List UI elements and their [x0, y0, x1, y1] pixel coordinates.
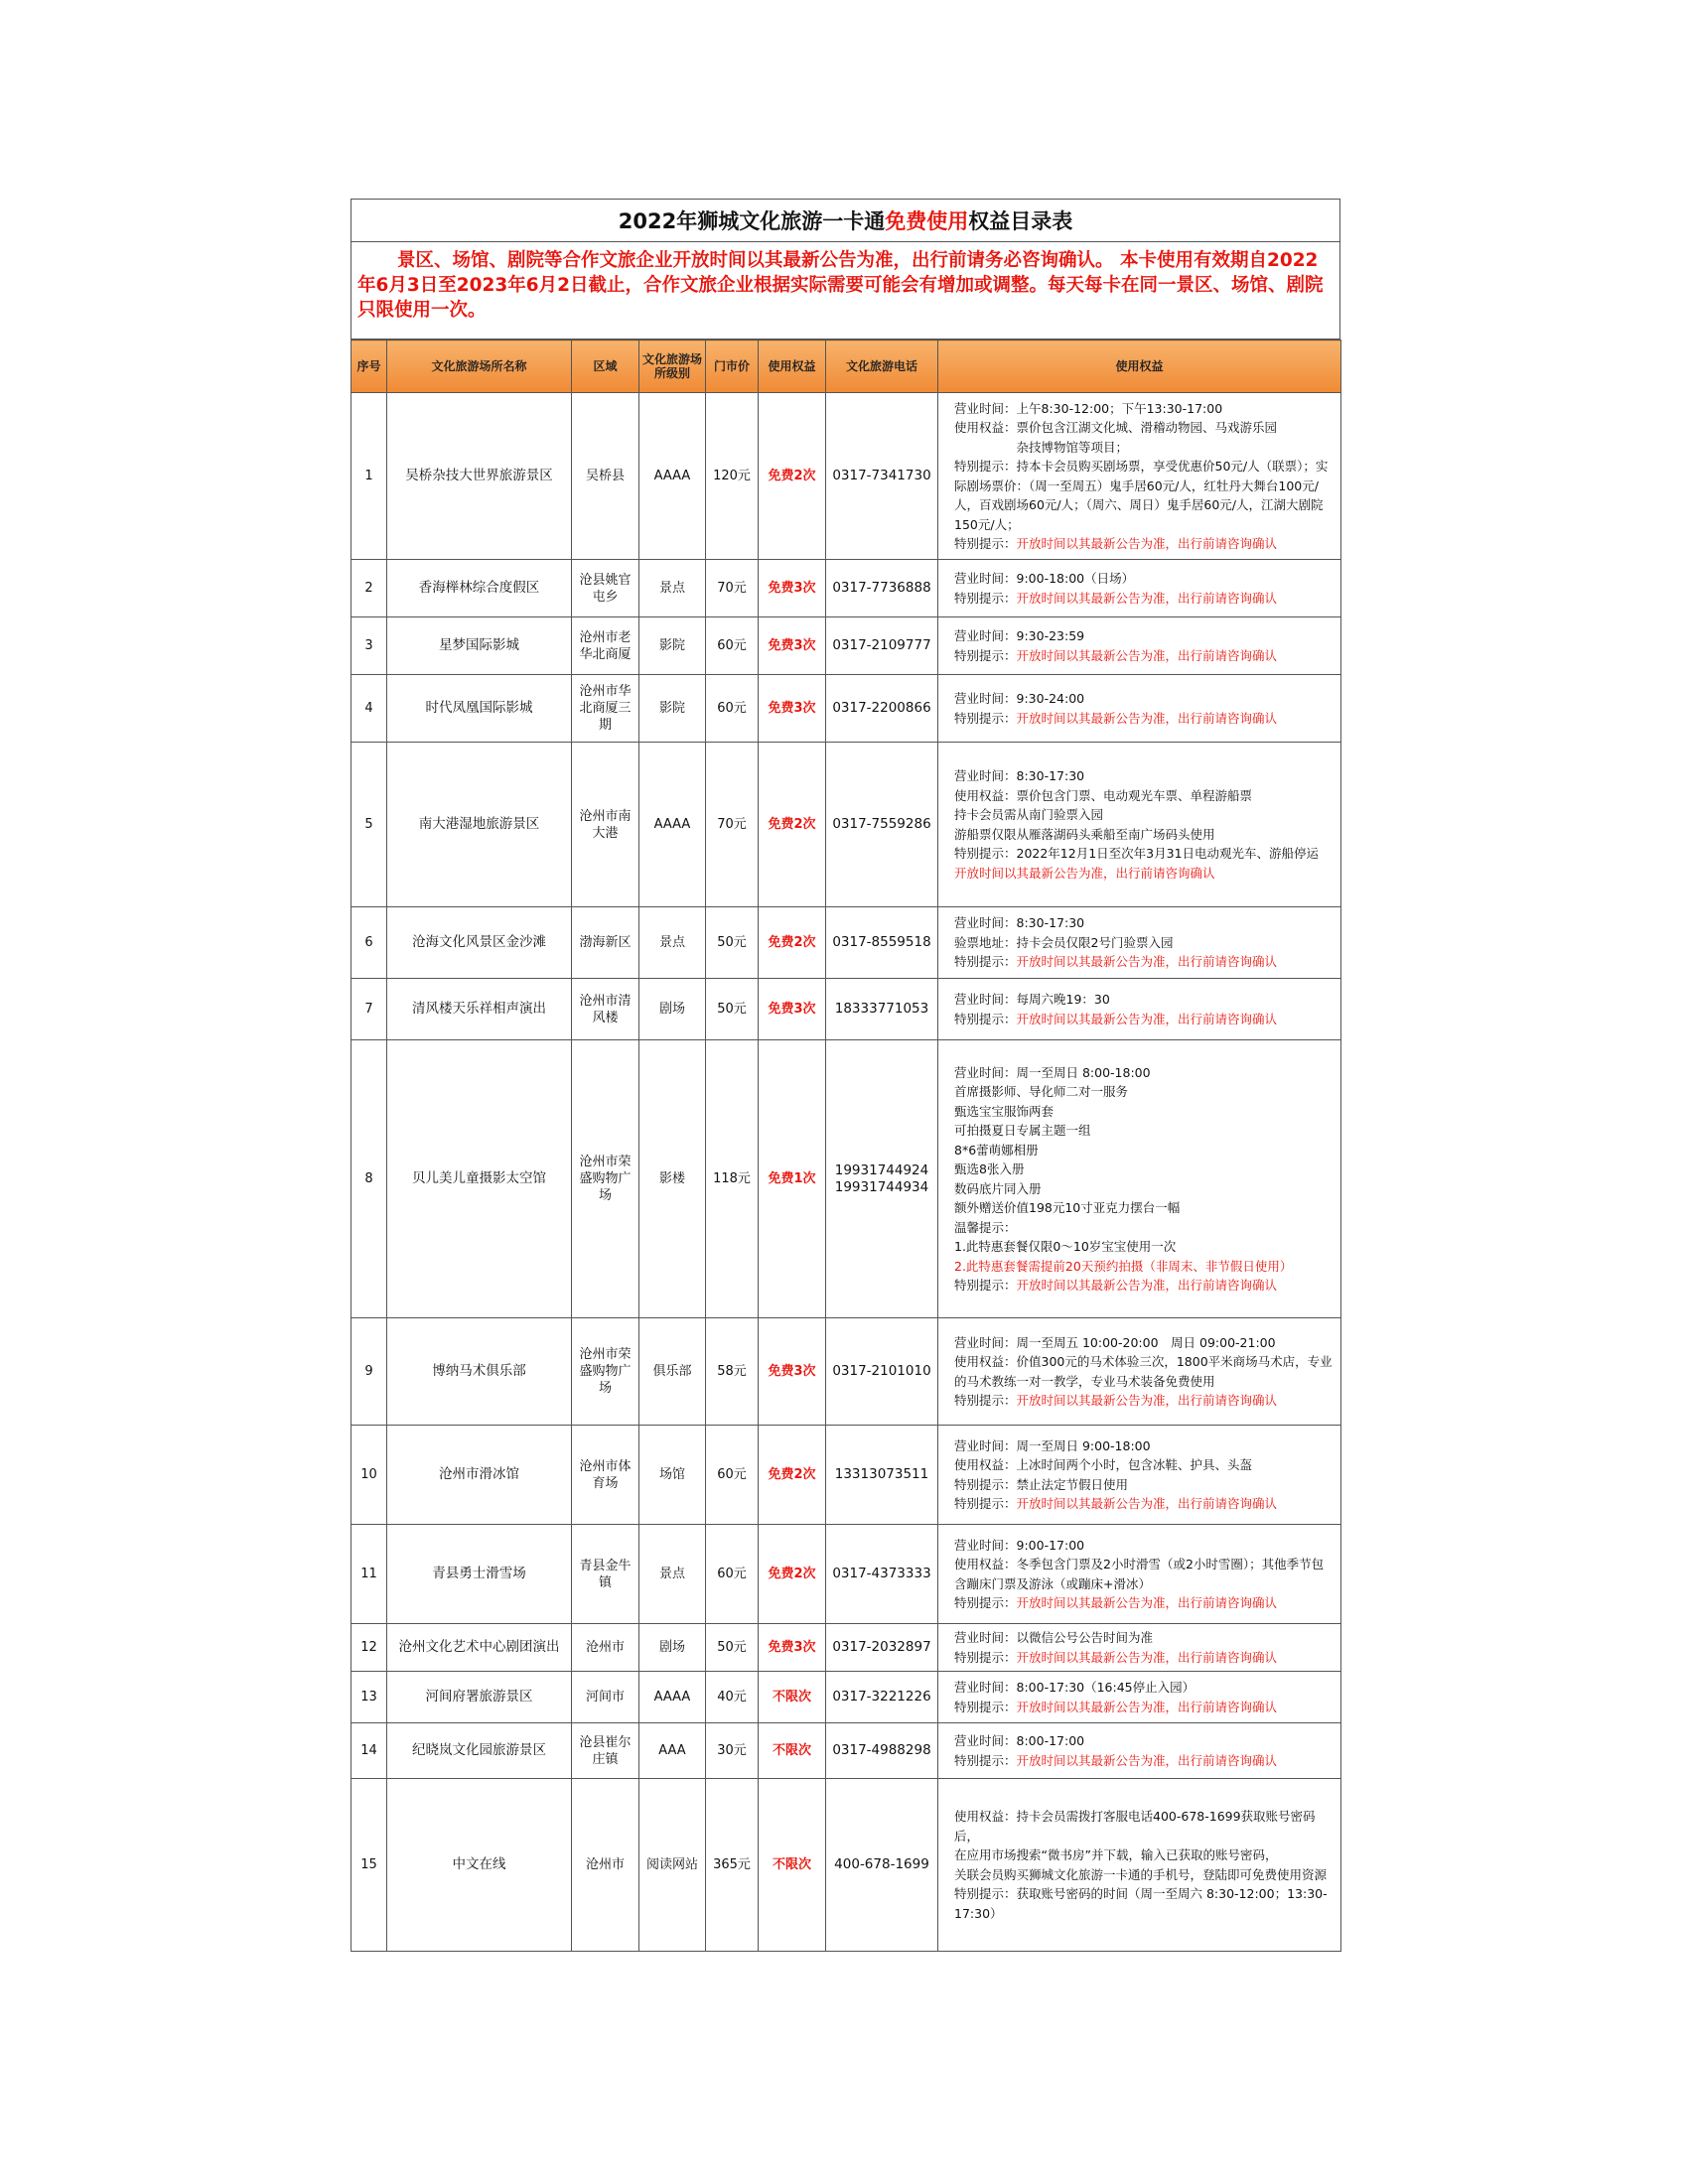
benefit-line [954, 1884, 1335, 1923]
venue-phone: 0317-4988298 [826, 1723, 938, 1779]
row-number: 8 [352, 1040, 387, 1318]
notice-text [351, 242, 1340, 340]
usage-right: 不限次 [759, 1723, 826, 1779]
benefit-line [954, 1555, 1335, 1593]
benefit-line [954, 1845, 1335, 1865]
benefit-line [954, 1141, 1335, 1160]
usage-right: 免费3次 [759, 979, 826, 1040]
benefit-text: 营业时间：9:00-18:00（日场） [954, 571, 1135, 586]
row-number: 3 [352, 617, 387, 675]
benefit-line [954, 1121, 1335, 1141]
benefit-line [954, 569, 1335, 589]
benefit-text: 使用权益：票价包含门票、电动观光车票、单程游船票 [954, 787, 1253, 803]
venue-name: 清风楼天乐祥相声演出 [387, 979, 572, 1040]
benefit-details [938, 979, 1341, 1040]
benefit-text: 特别提示： [954, 1649, 1017, 1665]
venue-level: AAAA [639, 1672, 706, 1723]
benefit-warning: 开放时间以其最新公告为准，出行前请咨询确认 [1016, 647, 1278, 663]
venue-phone: 13313073511 [826, 1426, 938, 1525]
header-name: 文化旅游场所名称 [387, 341, 572, 393]
table-row [352, 743, 1341, 907]
venue-area: 渤海新区 [572, 907, 639, 979]
venue-phone: 19931744924 19931744934 [826, 1040, 938, 1318]
benefit-text: 温馨提示： [954, 1219, 1017, 1235]
benefit-line [954, 1678, 1335, 1698]
usage-right: 免费3次 [759, 1318, 826, 1426]
title-part-3: 权益目录表 [968, 209, 1073, 233]
venue-level: 影院 [639, 617, 706, 675]
header-phone: 文化旅游电话 [826, 341, 938, 393]
benefit-warning: 开放时间以其最新公告为准，出行前请咨询确认 [1016, 1649, 1278, 1665]
benefit-text: 特别提示： [954, 647, 1017, 663]
usage-right: 免费2次 [759, 393, 826, 560]
usage-right: 免费3次 [759, 675, 826, 743]
venue-price: 50元 [706, 1624, 759, 1672]
benefit-text: 关联会员购买狮城文化旅游一卡通的手机号，登陆即可免费使用资源 [954, 1866, 1328, 1882]
benefit-line [954, 825, 1335, 845]
venue-level: 景点 [639, 560, 706, 617]
benefit-text: 持卡会员需从南门验票入园 [954, 807, 1104, 822]
benefit-text: 特别提示： [954, 710, 1017, 726]
benefit-line [954, 1751, 1335, 1771]
venue-price: 40元 [706, 1672, 759, 1723]
header-level: 文化旅游场所级别 [639, 341, 706, 393]
benefit-warning: 开放时间以其最新公告为准，出行前请咨询确认 [1016, 536, 1278, 551]
benefit-line [954, 933, 1335, 953]
header-no: 序号 [352, 341, 387, 393]
benefit-line [954, 844, 1335, 864]
benefit-text: 营业时间：8:30-17:30 [954, 768, 1085, 783]
benefit-line [954, 1352, 1335, 1391]
row-number: 5 [352, 743, 387, 907]
row-number: 4 [352, 675, 387, 743]
benefit-text: 营业时间：上午8:30-12:00；下午13:30-17:00 [954, 400, 1223, 416]
benefit-text: 甄选8张入册 [954, 1161, 1025, 1176]
benefit-text: 特别提示： [954, 1278, 1017, 1293]
benefit-text: 使用权益：冬季包含门票及2小时滑雪（或2小时雪圈）；其他季节包含蹦床门票及游泳（或蹦床+滑冰） [954, 1557, 1325, 1591]
benefit-line [954, 1276, 1335, 1296]
benefit-text: 特别提示： [954, 954, 1017, 970]
benefit-details [938, 743, 1341, 907]
venue-name: 沧海文化风景区金沙滩 [387, 907, 572, 979]
venue-price: 60元 [706, 1426, 759, 1525]
row-number: 10 [352, 1426, 387, 1525]
benefit-text: 营业时间：以微信公号公告时间为准 [954, 1630, 1154, 1645]
benefit-text: 营业时间：8:00-17:00 [954, 1733, 1085, 1748]
table-body [352, 393, 1341, 1952]
venue-level: 影楼 [639, 1040, 706, 1318]
benefit-details [938, 1040, 1341, 1318]
benefit-line [954, 689, 1335, 709]
row-number: 13 [352, 1672, 387, 1723]
benefit-line [954, 418, 1335, 438]
venue-price: 70元 [706, 743, 759, 907]
usage-right: 免费2次 [759, 743, 826, 907]
benefit-line [954, 626, 1335, 646]
venue-name: 中文在线 [387, 1779, 572, 1952]
benefit-text: 特别提示： [954, 1496, 1017, 1511]
venue-phone: 400-678-1699 [826, 1779, 938, 1952]
benefit-line [954, 786, 1335, 806]
venue-name: 香海榉林综合度假区 [387, 560, 572, 617]
benefit-text: 特别提示： [954, 1595, 1017, 1610]
benefit-text: 可拍摄夏日专属主题一组 [954, 1123, 1091, 1138]
venue-price: 60元 [706, 1525, 759, 1624]
benefit-text: 特别提示： [954, 1011, 1017, 1026]
benefit-text: 使用权益：持卡会员需拨打客服电话400-678-1699获取账号密码后， [954, 1809, 1316, 1843]
benefit-line [954, 1494, 1335, 1514]
usage-right: 免费3次 [759, 1624, 826, 1672]
benefit-warning: 开放时间以其最新公告为准，出行前请咨询确认 [1016, 1393, 1278, 1408]
benefit-text: 使用权益：上冰时间两个小时，包含冰鞋、护具、头盔 [954, 1457, 1253, 1472]
table-row [352, 1426, 1341, 1525]
header-right: 使用权益 [759, 341, 826, 393]
venue-level: AAAA [639, 393, 706, 560]
benefit-text: 特别提示： [954, 536, 1017, 551]
venue-name: 南大港湿地旅游景区 [387, 743, 572, 907]
venue-name: 吴桥杂技大世界旅游景区 [387, 393, 572, 560]
benefit-warning: 开放时间以其最新公告为准，出行前请咨询确认 [1016, 1278, 1278, 1293]
venue-price: 60元 [706, 617, 759, 675]
venue-level: 俱乐部 [639, 1318, 706, 1426]
benefit-text: 1.此特惠套餐仅限0～10岁宝宝使用一次 [954, 1239, 1177, 1254]
table-row [352, 393, 1341, 560]
table-row [352, 1672, 1341, 1723]
venue-phone: 0317-4373333 [826, 1525, 938, 1624]
benefit-warning: 开放时间以其最新公告为准，出行前请咨询确认 [1016, 1595, 1278, 1610]
venue-price: 120元 [706, 393, 759, 560]
venue-area: 沧县崔尔庄镇 [572, 1723, 639, 1779]
venue-phone: 0317-8559518 [826, 907, 938, 979]
table-header-row [352, 341, 1341, 393]
benefit-line [954, 1593, 1335, 1613]
venue-area: 河间市 [572, 1672, 639, 1723]
venue-area: 沧州市清风楼 [572, 979, 639, 1040]
venue-area: 沧州市华北商厦三期 [572, 675, 639, 743]
venue-phone: 0317-2200866 [826, 675, 938, 743]
benefit-line [954, 709, 1335, 729]
usage-right: 免费2次 [759, 907, 826, 979]
benefit-text: 首席摄影师、导化师二对一服务 [954, 1084, 1129, 1099]
benefit-line [954, 438, 1335, 458]
venue-level: 剧场 [639, 1624, 706, 1672]
usage-right: 免费3次 [759, 617, 826, 675]
venue-level: 场馆 [639, 1426, 706, 1525]
benefit-line [954, 1237, 1335, 1257]
benefit-text: 杂技博物馆等项目； [954, 439, 1129, 455]
benefit-text: 特别提示：持本卡会员购买剧场票，享受优惠价50元/人（联票）；实际剧场票价：（周一至周五）鬼手居60元/人，红牡丹大舞台100元/人，百戏剧场60元/人；（周六、周日）鬼手居60元/人，江湖大剧院150元/人； [954, 459, 1329, 532]
benefit-line [954, 913, 1335, 933]
venue-price: 58元 [706, 1318, 759, 1426]
benefit-warning: 开放时间以其最新公告为准，出行前请咨询确认 [1016, 1752, 1278, 1768]
benefit-line [954, 1198, 1335, 1218]
benefit-details [938, 1672, 1341, 1723]
benefit-text: 特别提示： [954, 1752, 1017, 1768]
benefit-warning: 开放时间以其最新公告为准，出行前请咨询确认 [1016, 1011, 1278, 1026]
venue-level: 阅读网站 [639, 1779, 706, 1952]
benefit-text: 游船票仅限从雁落湖码头乘船至南广场码头使用 [954, 826, 1215, 842]
venue-price: 30元 [706, 1723, 759, 1779]
venue-price: 60元 [706, 675, 759, 743]
benefit-details [938, 393, 1341, 560]
benefit-details [938, 560, 1341, 617]
venue-name: 青县勇士滑雪场 [387, 1525, 572, 1624]
benefit-table [351, 340, 1341, 1952]
benefit-line [954, 1391, 1335, 1411]
venue-level: 景点 [639, 907, 706, 979]
venue-price: 50元 [706, 907, 759, 979]
table-row [352, 1723, 1341, 1779]
benefit-text: 使用权益：价值300元的马术体验三次，1800平米商场马术店，专业的马术教练一对一教学，专业马术装备免费使用 [954, 1354, 1333, 1389]
benefit-line [954, 1082, 1335, 1102]
venue-name: 星梦国际影城 [387, 617, 572, 675]
table-row [352, 675, 1341, 743]
benefit-text: 特别提示：2022年12月1日至次年3月31日电动观光车、游船停运 [954, 846, 1320, 861]
venue-name: 河间府署旅游景区 [387, 1672, 572, 1723]
usage-right: 不限次 [759, 1779, 826, 1952]
table-row [352, 1318, 1341, 1426]
venue-name: 贝儿美儿童摄影太空馆 [387, 1040, 572, 1318]
venue-name: 纪晓岚文化园旅游景区 [387, 1723, 572, 1779]
venue-area: 沧州市老华北商厦 [572, 617, 639, 675]
benefit-line [954, 1865, 1335, 1885]
benefit-warning: 开放时间以其最新公告为准，出行前请咨询确认 [1016, 710, 1278, 726]
benefit-details [938, 617, 1341, 675]
table-row [352, 1779, 1341, 1952]
venue-name: 沧州市滑冰馆 [387, 1426, 572, 1525]
row-number: 12 [352, 1624, 387, 1672]
usage-right: 不限次 [759, 1672, 826, 1723]
venue-area: 沧州市荣盛购物广场 [572, 1318, 639, 1426]
benefit-text: 特别提示：获取账号密码的时间（周一至周六 8:30-12:00；13:30-17:30） [954, 1886, 1328, 1921]
title-part-2: 免费使用 [885, 209, 969, 233]
benefit-text: 特别提示： [954, 1393, 1017, 1408]
row-number: 14 [352, 1723, 387, 1779]
benefit-details [938, 907, 1341, 979]
benefit-text: 营业时间：周一至周五 10:00-20:00 周日 09:00-21:00 [954, 1334, 1276, 1350]
row-number: 7 [352, 979, 387, 1040]
notice-body: 景区、场馆、剧院等合作文旅企业开放时间以其最新公告为准，出行前请务必咨询确认。 本卡使用有效期自2022年6月3日至2023年6月2日截止，合作文旅企业根据实际需要可能会有增加或调整。每天每卡在同一景区、场馆、剧院只限使用一次。 [357, 250, 1324, 321]
venue-price: 365元 [706, 1779, 759, 1952]
benefit-text: 营业时间：9:00-17:00 [954, 1537, 1085, 1553]
venue-phone: 0317-2032897 [826, 1624, 938, 1672]
benefit-line [954, 1063, 1335, 1083]
benefit-line [954, 1010, 1335, 1029]
venue-level: 剧场 [639, 979, 706, 1040]
benefit-line [954, 1455, 1335, 1475]
benefit-warning: 2.此特惠套餐需提前20天预约拍摄（非周末、非节假日使用） [954, 1258, 1293, 1274]
table-row [352, 617, 1341, 675]
benefit-details [938, 675, 1341, 743]
benefit-line [954, 1731, 1335, 1751]
venue-name: 沧州文化艺术中心剧团演出 [387, 1624, 572, 1672]
usage-right: 免费2次 [759, 1525, 826, 1624]
benefit-text: 特别提示：禁止法定节假日使用 [954, 1476, 1129, 1492]
benefit-text: 验票地址：持卡会员仅限2号门验票入园 [954, 934, 1174, 950]
usage-right: 免费2次 [759, 1426, 826, 1525]
venue-phone: 0317-2101010 [826, 1318, 938, 1426]
benefit-line [954, 534, 1335, 554]
table-row [352, 560, 1341, 617]
benefit-text: 营业时间：周一至周日 8:00-18:00 [954, 1064, 1151, 1080]
benefit-line [954, 1536, 1335, 1556]
benefit-line [954, 1257, 1335, 1277]
row-number: 6 [352, 907, 387, 979]
header-benefit: 使用权益 [938, 341, 1341, 393]
benefit-line [954, 457, 1335, 534]
venue-level: AAAA [639, 743, 706, 907]
venue-area: 沧州市荣盛购物广场 [572, 1040, 639, 1318]
benefit-details [938, 1779, 1341, 1952]
benefit-line [954, 1475, 1335, 1495]
benefit-line [954, 399, 1335, 419]
benefit-line [954, 589, 1335, 609]
document-title [351, 199, 1340, 242]
benefit-details [938, 1525, 1341, 1624]
benefit-details [938, 1426, 1341, 1525]
benefit-text: 8*6蕾萌娜相册 [954, 1142, 1039, 1158]
venue-phone: 0317-2109777 [826, 617, 938, 675]
venue-level: 影院 [639, 675, 706, 743]
benefit-text: 甄选宝宝服饰两套 [954, 1103, 1055, 1119]
usage-right: 免费3次 [759, 560, 826, 617]
header-price: 门市价 [706, 341, 759, 393]
venue-phone: 0317-7736888 [826, 560, 938, 617]
table-row [352, 907, 1341, 979]
document [351, 199, 1340, 1952]
venue-level: AAA [639, 1723, 706, 1779]
benefit-text: 在应用市场搜索“微书房”并下载，输入已获取的账号密码， [954, 1847, 1278, 1862]
benefit-line [954, 864, 1335, 884]
table-row [352, 1040, 1341, 1318]
benefit-line [954, 1218, 1335, 1238]
venue-price: 70元 [706, 560, 759, 617]
benefit-warning: 开放时间以其最新公告为准，出行前请咨询确认 [954, 865, 1215, 881]
venue-area: 沧州市 [572, 1779, 639, 1952]
venue-phone: 18333771053 [826, 979, 938, 1040]
venue-phone: 0317-3221226 [826, 1672, 938, 1723]
venue-phone: 0317-7341730 [826, 393, 938, 560]
benefit-line [954, 1628, 1335, 1648]
benefit-details [938, 1318, 1341, 1426]
venue-area: 沧州市 [572, 1624, 639, 1672]
row-number: 1 [352, 393, 387, 560]
table-row [352, 979, 1341, 1040]
benefit-line [954, 1160, 1335, 1179]
benefit-text: 特别提示： [954, 590, 1017, 606]
title-part-1: 2022年狮城文化旅游一卡通 [618, 209, 886, 233]
usage-right: 免费1次 [759, 1040, 826, 1318]
venue-price: 50元 [706, 979, 759, 1040]
benefit-text: 特别提示： [954, 1699, 1017, 1714]
venue-area: 沧州市南大港 [572, 743, 639, 907]
row-number: 11 [352, 1525, 387, 1624]
header-area: 区域 [572, 341, 639, 393]
benefit-text: 营业时间：每周六晚19：30 [954, 992, 1110, 1007]
venue-phone: 0317-7559286 [826, 743, 938, 907]
row-number: 2 [352, 560, 387, 617]
benefit-text: 营业时间：周一至周日 9:00-18:00 [954, 1437, 1151, 1453]
venue-area: 青县金牛镇 [572, 1525, 639, 1624]
benefit-details [938, 1723, 1341, 1779]
benefit-line [954, 1436, 1335, 1456]
benefit-text: 额外赠送价值198元10寸亚克力摆台一幅 [954, 1200, 1181, 1215]
benefit-text: 营业时间：9:30-24:00 [954, 691, 1085, 706]
benefit-warning: 开放时间以其最新公告为准，出行前请咨询确认 [1016, 1496, 1278, 1511]
benefit-line [954, 1179, 1335, 1199]
venue-price: 118元 [706, 1040, 759, 1318]
benefit-line [954, 952, 1335, 972]
benefit-line [954, 766, 1335, 786]
venue-area: 沧州市体育场 [572, 1426, 639, 1525]
benefit-details [938, 1624, 1341, 1672]
venue-area: 吴桥县 [572, 393, 639, 560]
row-number: 9 [352, 1318, 387, 1426]
venue-name: 博纳马术俱乐部 [387, 1318, 572, 1426]
benefit-line [954, 1698, 1335, 1717]
benefit-text: 数码底片同入册 [954, 1180, 1042, 1196]
benefit-warning: 开放时间以其最新公告为准，出行前请咨询确认 [1016, 954, 1278, 970]
benefit-warning: 开放时间以其最新公告为准，出行前请咨询确认 [1016, 590, 1278, 606]
benefit-text: 营业时间：8:00-17:30（16:45停止入园） [954, 1680, 1196, 1695]
benefit-line [954, 646, 1335, 666]
benefit-line [954, 990, 1335, 1010]
venue-name: 时代凤凰国际影城 [387, 675, 572, 743]
venue-level: 景点 [639, 1525, 706, 1624]
benefit-text: 营业时间：8:30-17:30 [954, 915, 1085, 931]
benefit-line [954, 1333, 1335, 1353]
venue-area: 沧县姚官屯乡 [572, 560, 639, 617]
row-number: 15 [352, 1779, 387, 1952]
table-row [352, 1525, 1341, 1624]
benefit-text: 营业时间：9:30-23:59 [954, 628, 1085, 643]
benefit-text: 使用权益：票价包含江湖文化城、滑稽动物园、马戏游乐园 [954, 420, 1278, 435]
benefit-line [954, 1807, 1335, 1845]
benefit-line [954, 1102, 1335, 1122]
table-row [352, 1624, 1341, 1672]
benefit-warning: 开放时间以其最新公告为准，出行前请咨询确认 [1016, 1699, 1278, 1714]
benefit-line [954, 1648, 1335, 1668]
benefit-line [954, 805, 1335, 825]
